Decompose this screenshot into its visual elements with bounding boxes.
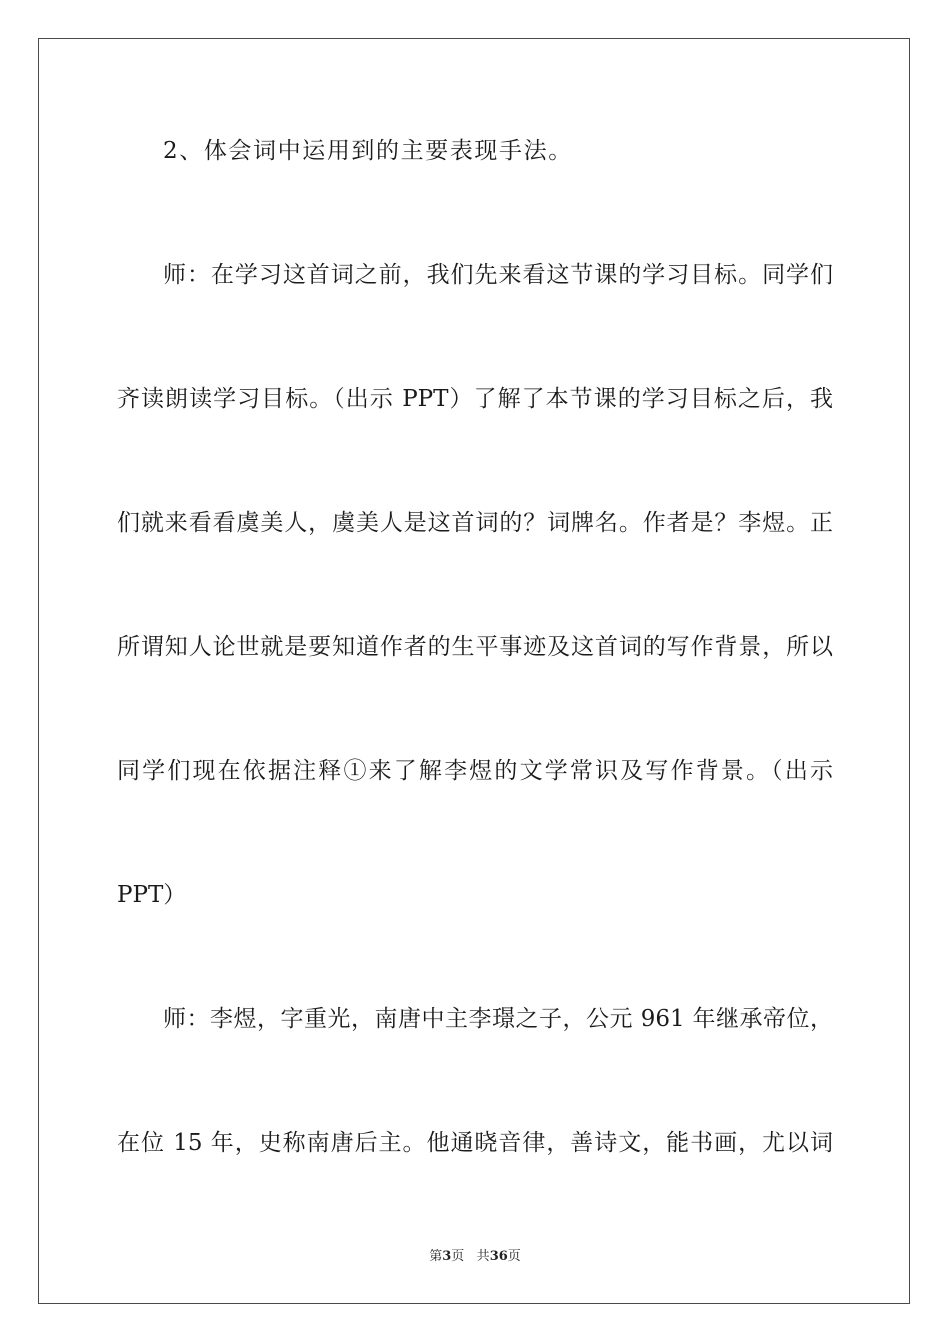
paragraph-line-8: 师：李煜，字重光，南唐中主李璟之子，公元 961 年继承帝位， <box>163 1006 833 1032</box>
paragraph-line-7: PPT） <box>117 882 187 908</box>
footer-page-prefix: 第 <box>429 1249 443 1264</box>
footer-total-prefix: 共 <box>476 1249 490 1264</box>
paragraph-line-9: 在位 15 年，史称南唐后主。他通晓音律，善诗文，能书画，尤以词 <box>117 1130 833 1156</box>
paragraph-line-5: 所谓知人论世就是要知道作者的生平事迹及这首词的写作背景，所以 <box>117 634 833 660</box>
paragraph-line-3: 齐读朗读学习目标。（出示 PPT）了解了本节课的学习目标之后，我 <box>117 386 833 412</box>
paragraph-line-6: 同学们现在依据注释①来了解李煜的文学常识及写作背景。（出示 <box>117 758 833 784</box>
footer-page-number: 3 <box>442 1249 452 1264</box>
page-border <box>38 38 910 1304</box>
paragraph-line-1: 2、体会词中运用到的主要表现手法。 <box>163 138 573 164</box>
page-footer <box>0 1249 950 1265</box>
footer-total-pages: 36 <box>489 1249 508 1264</box>
paragraph-line-2: 师：在学习这首词之前，我们先来看这节课的学习目标。同学们 <box>163 262 833 288</box>
footer-page-suffix: 页 <box>451 1249 465 1264</box>
footer-total-suffix: 页 <box>507 1249 521 1264</box>
paragraph-line-4: 们就来看看虞美人，虞美人是这首词的？词牌名。作者是？李煜。正 <box>117 510 833 536</box>
